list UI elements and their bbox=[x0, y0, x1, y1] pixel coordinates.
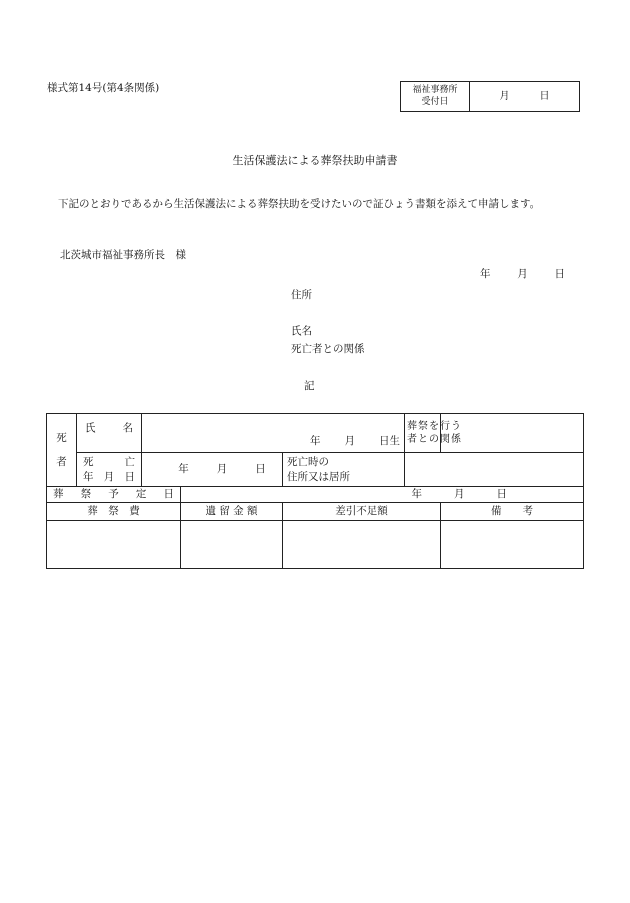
date-year: 年 bbox=[480, 268, 491, 280]
scheduled-year: 年 bbox=[411, 488, 423, 501]
reception-box bbox=[400, 81, 580, 112]
death-address-line1: 死亡時の bbox=[287, 456, 329, 469]
funeral-performer-label bbox=[405, 414, 463, 453]
table-row-headers bbox=[47, 503, 584, 521]
death-address-line2: 住所又は居所 bbox=[287, 470, 350, 483]
name-label-1: 氏 bbox=[85, 421, 96, 434]
deceased-label bbox=[47, 414, 77, 487]
shortfall-field[interactable] bbox=[283, 521, 441, 569]
death-address-field[interactable] bbox=[405, 453, 584, 487]
funeral-table bbox=[46, 413, 584, 569]
table-row-death bbox=[47, 453, 584, 487]
table-row-name bbox=[47, 414, 584, 453]
reception-day: 日 bbox=[539, 90, 550, 102]
reception-label-line2: 受付日 bbox=[421, 96, 449, 107]
body-paragraph: 下記のとおりであるから生活保護法による葬祭扶助を受けたいので証ひょう書類を添えて申請します。 bbox=[58, 198, 541, 210]
death-label-1b: 亡 bbox=[124, 456, 135, 469]
scheduled-date-field[interactable] bbox=[181, 487, 584, 503]
applicant-address-label: 住所 bbox=[291, 289, 312, 301]
death-address-label bbox=[283, 453, 405, 487]
scheduled-c2: 祭 bbox=[80, 488, 92, 501]
form-number: 様式第14号(第4条関係) bbox=[47, 82, 160, 94]
applicant-name-label: 氏名 bbox=[291, 325, 312, 337]
death-label-2b: 月 bbox=[103, 470, 115, 483]
scheduled-label bbox=[47, 487, 181, 503]
birth-month: 月 bbox=[344, 435, 356, 448]
date-month: 月 bbox=[517, 268, 528, 280]
funeral-cost-field[interactable] bbox=[47, 521, 181, 569]
funeral-performer-line1: 葬祭を行う bbox=[407, 420, 463, 432]
application-date[interactable] bbox=[480, 268, 565, 281]
addressee: 北茨城市福祉事務所長 様 bbox=[60, 249, 186, 261]
reception-label bbox=[401, 82, 470, 111]
birth-year: 年 bbox=[310, 435, 321, 448]
death-day: 日 bbox=[255, 463, 266, 476]
scheduled-c4: 定 bbox=[135, 488, 147, 501]
name-label-2: 名 bbox=[122, 421, 133, 434]
deceased-label-1: 死 bbox=[56, 431, 67, 444]
death-date-label bbox=[77, 453, 142, 487]
scheduled-month: 月 bbox=[454, 488, 465, 501]
funeral-performer-line2: 者との関係 bbox=[407, 434, 463, 445]
page-title: 生活保護法による葬祭扶助申請書 bbox=[232, 154, 398, 167]
scheduled-c1: 葬 bbox=[53, 488, 64, 501]
scheduled-day: 日 bbox=[496, 488, 508, 501]
birth-day: 日生 bbox=[379, 435, 401, 448]
table-row-values bbox=[47, 521, 584, 569]
header-estate: 遺 留 金 額 bbox=[181, 503, 283, 521]
estate-field[interactable] bbox=[181, 521, 283, 569]
death-date-field[interactable] bbox=[142, 453, 283, 487]
applicant-relation-label: 死亡者との関係 bbox=[291, 343, 365, 355]
deceased-label-2: 者 bbox=[56, 456, 67, 468]
header-shortfall: 差引不足額 bbox=[283, 503, 441, 521]
funeral-performer-field[interactable] bbox=[441, 414, 584, 453]
scheduled-c5: 日 bbox=[163, 488, 174, 501]
death-label-1a: 死 bbox=[83, 456, 94, 469]
ki-heading: 記 bbox=[304, 380, 315, 392]
header-funeral-cost: 葬 祭 費 bbox=[47, 503, 181, 521]
death-label-2a: 年 bbox=[83, 470, 94, 483]
name-birth-field[interactable] bbox=[142, 414, 405, 453]
reception-label-line1: 福祉事務所 bbox=[412, 85, 458, 96]
table-row-scheduled bbox=[47, 487, 584, 503]
death-label-2c: 日 bbox=[124, 470, 135, 483]
reception-month: 月 bbox=[499, 90, 510, 102]
reception-date[interactable] bbox=[470, 82, 579, 111]
death-month: 月 bbox=[216, 463, 228, 476]
remarks-field[interactable] bbox=[441, 521, 584, 569]
name-label-cell bbox=[77, 414, 142, 453]
death-year: 年 bbox=[178, 463, 189, 476]
header-remarks: 備 考 bbox=[441, 503, 584, 521]
date-day: 日 bbox=[554, 268, 565, 280]
scheduled-c3: 予 bbox=[108, 488, 119, 501]
